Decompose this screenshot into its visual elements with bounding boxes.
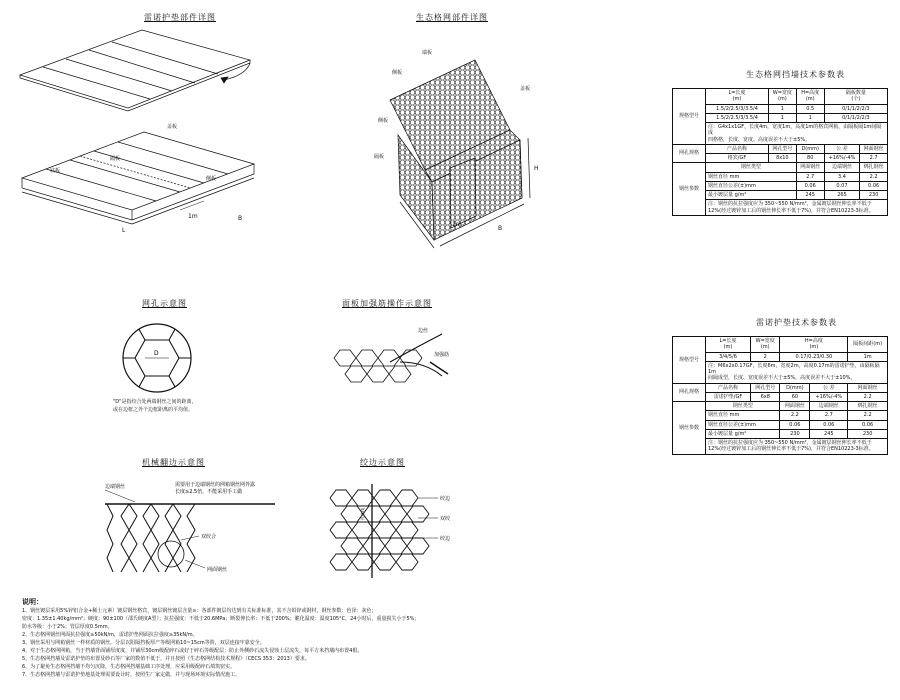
gabion-partition-label: 隔板 xyxy=(374,154,385,160)
machine-twist-label: 双绞合 xyxy=(201,534,217,540)
table-row: 1.5/2/2.5/3/3.5/4 1 1 0/1/1/2/2/3 xyxy=(673,113,888,122)
reno-base-label: 底板 xyxy=(50,168,61,174)
gabion-dim-1m: 1m xyxy=(452,221,462,228)
reno-row-mesh: 网孔规格 xyxy=(673,383,706,402)
bind-label-c: 绞边 xyxy=(440,536,451,542)
bind-label-a: 绞边 xyxy=(440,496,451,502)
gabion-row-wire: 钢丝参数 xyxy=(673,163,706,216)
machine-edge-wire-label: 边端钢丝 xyxy=(105,484,126,490)
reno-dim-b: B xyxy=(238,215,243,222)
reno-h-h: H=高度 (m) xyxy=(780,337,848,353)
table-row: 雷诺护垫/GF 6x8 60 +16%/-4% 2.2 xyxy=(673,392,888,401)
gabion-h-l: L=长度 (m) xyxy=(706,89,769,105)
reno-table-title: 雷诺护垫技术参数表 xyxy=(756,318,837,327)
panel-bar-label: 加强筋 xyxy=(434,352,450,358)
machine-note-2: 长度≥2.5倍，不能采用手工做 xyxy=(175,489,243,495)
gabion-wire-note: 注：钢丝的抗拉强度应为 350~550 N/mm²，金属镀层钢丝伸长率不低于 12%(经过镀锌加工后的钢丝伸长率不低于7%)，并符合EN10223-3标准。 xyxy=(706,200,888,216)
gabion-detail-title: 生态格网部件详图 xyxy=(416,13,488,22)
reno-dim-l: L xyxy=(122,227,126,234)
note-line: 3、钢丝采用与网箱钢丝一样材质的钢丝，分层以阻隔挡板厚产等级网箱10~15cm等阶，双层连接牢靠安全。 xyxy=(22,640,265,646)
general-notes xyxy=(22,598,622,679)
note-line: 5、生态格网挡墙及雷诺护垫的布置及砂石等厂家的数值不低于，并且按照《生态格网结构技术规程》（CECS 353：2013）要求。 xyxy=(22,656,310,662)
gabion-spec-note: 注：G4x1x1GF，长度4m，宽度1m，高度1m的格宾网箱，由隔板隔1m间隔成 四格格，长度、宽度、高度误差不大于±5%。 xyxy=(706,123,888,145)
machine-note-1: 需要用于边端钢丝的网箱钢丝网外露 xyxy=(175,482,256,488)
gabion-box-drawing xyxy=(370,40,550,250)
gabion-h-div: 隔板数量 (个) xyxy=(824,89,887,105)
panel-wire-label: 边丝 xyxy=(418,328,429,334)
reno-side-label: 侧板 xyxy=(206,176,217,182)
machine-mesh-wire-label: 网面钢丝 xyxy=(207,567,228,573)
note-line: 6、为了避免生态格网挡墙不均匀沉降，生态格网挡墙基础工序处理，应采用级配碎石填筑密实。 xyxy=(22,664,236,670)
reno-spec-table: 规格型号 L=长度 (m) W=宽度 (m) H=高度 (m) 隔板间距(m) 3/4/5/6 2 0.17/0.23/0.30 1m 注：M6x2x0.17GF，长度6m，宽度2m，高度0.17m的雷诺护垫，由隔板隔1m 间隔成型，长度、宽度误差不大于±5%，高度误差不大于±10%。 网孔规格 产品名称 网孔型号 D(mm) 公 差 网面钢丝 雷诺护垫/GF 6x8 60 +16%/-4% 2.2 钢丝参数 钢丝类型 网面钢丝 边端钢丝 绑扎钢丝 钢丝直径 mm 2.2 2.7 2.2 钢丝直径公差(±)mm 0.06 0.06 0.06 最小镀层量 g/m² 230 245 230 注：钢丝的抗拉强度应为 350~550 N/mm²，金属镀层钢丝伸长率不低于 12%(经过镀锌加工后的钢丝伸长率不低于7%)，并符合EN10223-3标准。 xyxy=(672,336,888,455)
table-row: 钢丝直径公差(±)mm 0.06 0.07 0.06 xyxy=(673,181,888,190)
notes-heading: 说明： xyxy=(22,598,43,606)
table-row: 最小镀层量 g/m² 230 245 230 xyxy=(673,429,888,438)
reno-h-l: L=长度 (m) xyxy=(706,337,751,353)
reno-spec-note: 注：M6x2x0.17GF，长度6m，宽度2m，高度0.17m的雷诺护垫，由隔板隔1m 间隔成型，长度、宽度误差不大于±5%，高度误差不大于±10%。 xyxy=(706,361,888,383)
bind-edge-drawing xyxy=(320,478,460,588)
reno-row-spec: 规格型号 xyxy=(673,337,706,384)
gabion-h-h: H=高度 (m) xyxy=(796,89,824,105)
reno-dim-1m: 1m xyxy=(188,213,198,220)
table-row: 格宾/GF 8x10 80 +16%/-4% 2.7 xyxy=(673,154,888,163)
table-row: 最小镀层量 g/m² 245 265 230 xyxy=(673,191,888,200)
note-line: 2、生态格网钢丝网面抗拉强度≥50kN/m，雷诺护垫网面抗拉强度≥35kN/m。 xyxy=(22,632,198,638)
note-line: 4、对于生态格网网箱，当于挡墙背面铺厚度度，并铺厚30cm级配碎石或好于碎石等级配层；防止外侧砂石流失侵蚀土层流失，每平方米挡墙内布置4根。 xyxy=(22,648,363,654)
table-row: 3/4/5/6 2 0.17/0.23/0.30 1m xyxy=(673,352,888,361)
reno-wire-note: 注：钢丝的抗拉强度应为 350~550 N/mm²，金属镀层钢丝伸长率不低于 12%(经过镀锌加工后的钢丝伸长率不低于7%)，并符合EN10223-3标准。 xyxy=(706,439,888,455)
table-row: 钢丝直径公差(±)mm 0.06 0.06 0.06 xyxy=(673,420,888,429)
bind-edge-title: 绞边示意图 xyxy=(360,458,405,467)
table-row: 1.5/2/2.5/3/3.5/4 1 0.5 0/1/1/2/2/3 xyxy=(673,104,888,113)
gabion-side2-label: 侧板 xyxy=(378,118,389,124)
gabion-lid-label: 盖板 xyxy=(520,86,531,92)
gabion-side-label: 侧板 xyxy=(392,70,403,76)
gabion-spec-table: 规格型号 L=长度 (m) W=宽度 (m) H=高度 (m) 隔板数量 (个) 1.5/2/2.5/3/3.5/4 1 0.5 0/1/1/2/2/3 1.5/2/2.5/3/3.5/4 1 1 0/1/1/2/2/3 注：G4x1x1GF，长度4m，宽度1m，高度1m的格宾网箱，由隔板隔1m间隔成 四格格，长度、宽度、高度误差不大于±5%。 网孔规格 产品名称 网孔型号 D(mm) 公 差 网面钢丝 格宾/GF 8x10 80 +16%/-4% 2.7 钢丝参数 钢丝类型 网面钢丝 边端钢丝 绑扎钢丝 钢丝直径 mm 2.7 3.4 2.2 钢丝直径公差(±)mm 0.06 0.07 0.06 最小镀层量 g/m² 245 265 230 注：钢丝的抗拉强度应为 350~550 N/mm²，金属镀层钢丝伸长率不低于 12%(经过镀锌加工后的钢丝伸长率不低于7%)，并符合EN10223-3标准。 xyxy=(672,88,888,216)
note-line: 1、钢丝镀层采用5%锌铝合金+稀土元素）镀层钢丝格宾，镀层钢丝镀层含量≥：各部件镀层均达到有关标准标准，其不含铅锌或钢材。钢丝参数：色泽：灰色； xyxy=(22,608,377,614)
gabion-h-w: W=宽度 (m) xyxy=(769,89,797,105)
gabion-table-title: 生态格网挡墙技术参数表 xyxy=(746,70,845,79)
table-row: 钢丝直径 mm 2.7 3.4 2.2 xyxy=(673,172,888,181)
mesh-d-label: D xyxy=(154,350,159,357)
gabion-end-label: 端板 xyxy=(422,50,433,56)
mesh-note-2: 或在边框之外个边框距离的平均值。 xyxy=(113,407,194,413)
reno-row-wire: 钢丝参数 xyxy=(673,402,706,455)
machine-edge-title: 机械翻边示意图 xyxy=(142,458,205,467)
note-line: 密度：1.35±1.40kg/mm²；硬度：90±100（邵氏硬度A型）；抗拉强度：不低于20.6MPa；断裂伸长率：不低于200%；脆化温度：温度105°C，24小时后，重量损失小于5%； xyxy=(22,616,420,622)
panel-reinforcement-drawing xyxy=(330,318,460,393)
reno-h-w: W=宽度 (m) xyxy=(751,337,780,353)
gabion-dim-h: H xyxy=(534,165,539,172)
mesh-title: 网孔示意图 xyxy=(142,299,187,308)
reno-lid-label: 盖板 xyxy=(167,124,178,130)
reno-partition-label: 隔板 xyxy=(110,156,121,162)
note-line: 防水等级：小于2%；管层厚度0.5mm。 xyxy=(22,624,113,630)
gabion-row-spec: 规格型号 xyxy=(673,89,706,145)
machine-edge-drawing xyxy=(95,478,305,588)
reno-detail-title: 雷诺护垫部件详图 xyxy=(144,13,216,22)
bind-dim-label: 扎丝线 xyxy=(360,508,365,520)
note-line: 7、生态格网挡墙与雷诺护垫地基处理需要设计时，按照生厂家定做，并与现场环境实际情况施工。 xyxy=(22,672,241,678)
bind-label-b: 双绞 xyxy=(440,516,451,522)
gabion-row-mesh: 网孔规格 xyxy=(673,144,706,163)
panel-title: 面板加强筋操作示意图 xyxy=(342,299,432,308)
mesh-note-1: "D"是指绞合处两端钢丝之间的距离， xyxy=(113,399,197,405)
reno-mattress-drawing xyxy=(10,20,280,260)
mesh-circle-drawing xyxy=(115,318,205,398)
reno-h-div: 隔板间距(m) xyxy=(848,337,888,353)
gabion-dim-b: B xyxy=(498,225,503,232)
table-row: 钢丝直径 mm 2.2 2.7 2.2 xyxy=(673,411,888,420)
